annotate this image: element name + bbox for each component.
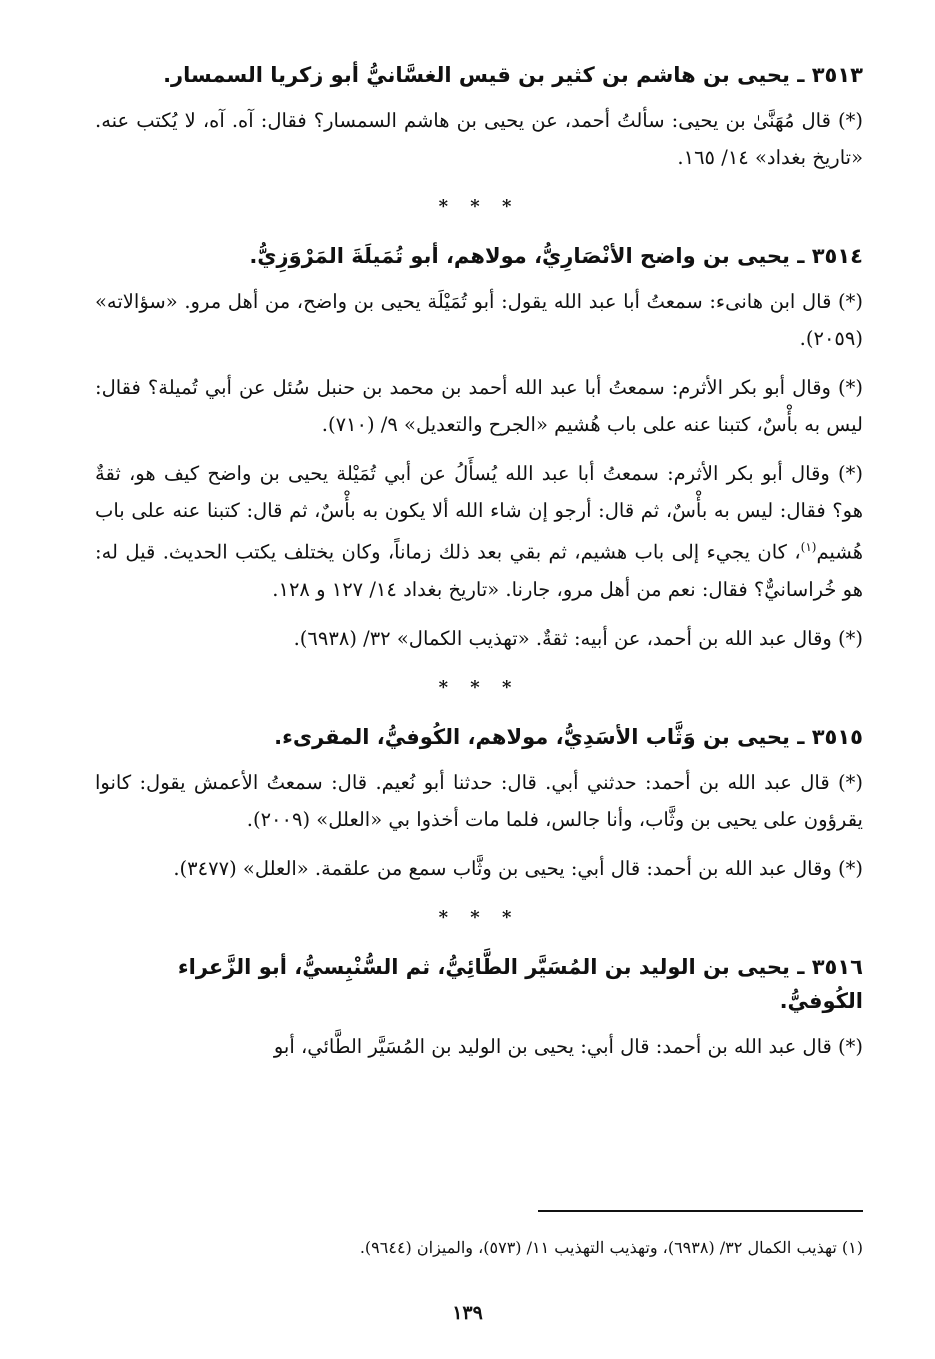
page-number: ١٣٩ (452, 1302, 483, 1324)
entry-paragraph (95, 455, 863, 608)
entry-3516 (95, 950, 863, 1065)
section-separator: * * * (438, 676, 520, 698)
entry-title: ٣٥١٥ ـ يحيى بن وَثَّاب الأسَدِيُّ، مولاهم، الكُوفيُّ، المقرىء. (274, 724, 863, 749)
section-separator: * * * (438, 196, 520, 217)
entry-title: ٣٥١٣ ـ يحيى بن هاشم بن كثير بن قيس الغسَّانيُّ أبو زكريا السمسار. (163, 63, 863, 87)
entry-title: ٣٥١٤ ـ يحيى بن واضح الأنْصَارِيُّ، مولاهم، أبو تُمَيلَةَ المَرْوَزِيُّ. (249, 244, 863, 268)
paragraph-text-part: (*) وقال أبو بكر الأثرم: سمعتُ أبا عبد الله يُسأَلُ عن أبي تُمَيْلة يحيى بن واضح كيف هو، ثقةٌ هو؟ فقال: ليس به بأْسٌ، ثم قال: أرجو إن شاء الله ألا يكون به بأْسٌ، ثم قال: كتبنا عنه على باب هُشيم (95, 462, 863, 564)
entry-3513 (95, 58, 863, 176)
entry-paragraph: (*) وقال عبد الله بن أحمد: قال أبي: يحيى بن وثَّاب سمع من علقمة. «العلل» (٣٤٧٧). (173, 856, 863, 880)
entry-paragraph: (*) قال ابن هانىء: سمعتُ أبا عبد الله يقول: أبو تُمَيْلَة يحيى بن واضح، من أهل مرو. «سؤالاته» (٢٠٥٩). (95, 290, 863, 350)
paragraph-text-part: ، كان يجيء إلى باب هشيم، ثم بقي بعد ذلك زماناً، وكان يختلف يكتب الحديث. قيل له: هو خُراسانيٌّ؟ فقال: نعم من أهل مرو، جارنا. «تاريخ بغداد ١٤/ ١٢٧ و ١٢٨. (95, 540, 863, 601)
entry-paragraph: (*) قال عبد الله بن أحمد: حدثني أبي. قال: حدثنا أبو نُعيم. قال: سمعتُ الأعمش يقول: كانوا يقرؤون على يحيى بن وثَّاب، وأنا جالس، فلما مات أخذوا بي «العلل» (٢٠٠٩). (95, 770, 863, 831)
entry-3514 (95, 239, 863, 657)
section-separator: * * * (438, 906, 520, 928)
entry-3515 (95, 720, 863, 887)
entry-paragraph: (*) قال مُهَنَّىٰ بن يحيى: سألتُ أحمد، عن يحيى بن هاشم السمسار؟ فقال: آه. آه، لا يُكتب عنه. «تاريخ بغداد» ١٤/ ١٦٥. (95, 109, 863, 169)
footnote-divider (538, 1210, 863, 1212)
entry-paragraph: (*) قال عبد الله بن أحمد: قال أبي: يحيى بن الوليد بن المُسَيَّر الطَّائي، أبو (273, 1034, 863, 1058)
footnote: (١) تهذيب الكمال ٣٢/ (٦٩٣٨)، وتهذيب التهذيب ١١/ (٥٧٣)، والميزان (٩٦٤٤). (359, 1238, 863, 1257)
footnote-reference[interactable]: (١) (800, 540, 817, 554)
entry-title: ٣٥١٦ ـ يحيى بن الوليد بن المُسَيَّر الطَّائِيُّ، ثم السُّنْبِسيُّ، أبو الزَّعراء الكُوفيُّ. (177, 954, 863, 1013)
entry-paragraph: (*) وقال عبد الله بن أحمد، عن أبيه: ثقةٌ. «تهذيب الكمال» ٣٢/ (٦٩٣٨). (293, 626, 863, 650)
entry-paragraph: (*) وقال أبو بكر الأثرم: سمعتُ أبا عبد الله أحمد بن محمد بن حنبل سُئل عن أبي تُميلة؟ فقال: ليس به بأْسٌ، كتبنا عنه على باب هُشيم «الجرح والتعديل» ٩/ (٧١٠). (95, 376, 863, 436)
